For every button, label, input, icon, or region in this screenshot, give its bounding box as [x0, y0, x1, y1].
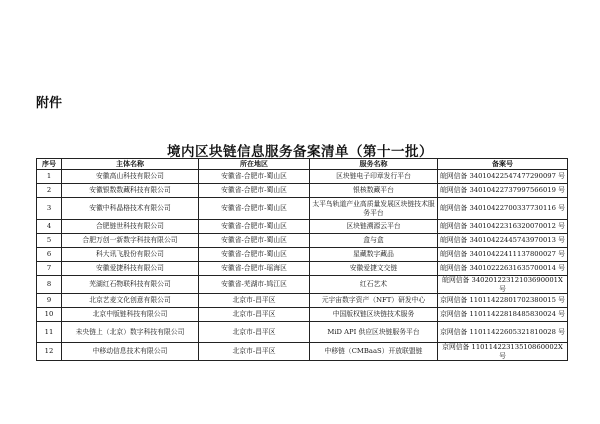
cell-record: 皖网信备 34010422737997566019 号 — [438, 184, 568, 198]
cell-record: 皖网信备 34010222631635700014 号 — [438, 262, 568, 276]
cell-region: 安徽省-合肥市-蜀山区 — [199, 170, 310, 184]
cell-record: 皖网信备 34020122312103690001X 号 — [438, 276, 568, 294]
header-record: 备案号 — [438, 159, 568, 170]
cell-service: MiD API 供应区块链服务平台 — [310, 322, 438, 343]
cell-record: 皖网信备 34010422700337730116 号 — [438, 198, 568, 220]
cell-record: 京网信备 11011422801702380015 号 — [438, 294, 568, 308]
table-row — [37, 322, 568, 343]
cell-no: 8 — [37, 276, 62, 294]
cell-region: 安徽省-合肥市-蜀山区 — [199, 198, 310, 220]
cell-service: 区块链溯源云平台 — [310, 220, 438, 234]
cell-record: 京网信备 11011422313510860002X 号 — [438, 343, 568, 361]
header-service: 服务名称 — [310, 159, 438, 170]
cell-no: 1 — [37, 170, 62, 184]
cell-no: 5 — [37, 234, 62, 248]
table-row — [37, 234, 568, 248]
table-row — [37, 262, 568, 276]
cell-no: 10 — [37, 308, 62, 322]
cell-company: 北京艺麦文化创意有限公司 — [62, 294, 199, 308]
table-row — [37, 248, 568, 262]
cell-record: 皖网信备 34010422411137800027 号 — [438, 248, 568, 262]
cell-region: 北京市-昌平区 — [199, 308, 310, 322]
cell-no: 9 — [37, 294, 62, 308]
cell-region: 北京市-昌平区 — [199, 294, 310, 308]
table-row — [37, 220, 568, 234]
cell-record: 皖网信备 34010422547477290097 号 — [438, 170, 568, 184]
table-row — [37, 294, 568, 308]
cell-service: 中国版权链区块链技术服务 — [310, 308, 438, 322]
cell-no: 3 — [37, 198, 62, 220]
table-row — [37, 170, 568, 184]
cell-region: 安徽省-芜湖市-鸠江区 — [199, 276, 310, 294]
cell-no: 12 — [37, 343, 62, 361]
table-header-row — [37, 159, 568, 170]
table-body — [37, 170, 568, 361]
cell-service: 太平鸟轨道产业高质量发展区块链技术服务平台 — [310, 198, 438, 220]
cell-company: 合肥万创一新数字科技有限公司 — [62, 234, 199, 248]
cell-service: 中移链（CMBaaS）开放联盟链 — [310, 343, 438, 361]
cell-company: 科大讯飞股份有限公司 — [62, 248, 199, 262]
cell-region: 安徽省-合肥市-蜀山区 — [199, 220, 310, 234]
cell-record: 皖网信备 34010422445743970013 号 — [438, 234, 568, 248]
cell-service: 区块链电子印章发行平台 — [310, 170, 438, 184]
cell-company: 未央链上（北京）数字科技有限公司 — [62, 322, 199, 343]
cell-no: 4 — [37, 220, 62, 234]
cell-region: 北京市-昌平区 — [199, 322, 310, 343]
cell-company: 安徽中科晶格技术有限公司 — [62, 198, 199, 220]
cell-company: 安徽爱捷科技有限公司 — [62, 262, 199, 276]
cell-region: 北京市-昌平区 — [199, 343, 310, 361]
cell-region: 安徽省-合肥市-瑶海区 — [199, 262, 310, 276]
table-row — [37, 276, 568, 294]
document-title: 境内区块链信息服务备案清单（第十一批） — [167, 144, 433, 160]
header-company: 主体名称 — [62, 159, 199, 170]
cell-no: 2 — [37, 184, 62, 198]
header-no: 序号 — [37, 159, 62, 170]
cell-company: 中移动信息技术有限公司 — [62, 343, 199, 361]
table-row — [37, 184, 568, 198]
cell-no: 11 — [37, 322, 62, 343]
cell-company: 安徽银数数藏科技有限公司 — [62, 184, 199, 198]
cell-company: 合肥链世科技有限公司 — [62, 220, 199, 234]
registry-table — [36, 158, 568, 361]
cell-record: 京网信备 11011422605321810028 号 — [438, 322, 568, 343]
header-region: 所在地区 — [199, 159, 310, 170]
cell-service: 安徽爱捷文交链 — [310, 262, 438, 276]
cell-no: 6 — [37, 248, 62, 262]
cell-region: 安徽省-合肥市-蜀山区 — [199, 248, 310, 262]
cell-record: 皖网信备 34010422316320070012 号 — [438, 220, 568, 234]
cell-no: 7 — [37, 262, 62, 276]
cell-service: 红石艺术 — [310, 276, 438, 294]
cell-service: 盒与盒 — [310, 234, 438, 248]
table-row — [37, 308, 568, 322]
cell-region: 安徽省-合肥市-蜀山区 — [199, 184, 310, 198]
attachment-label: 附件 — [36, 96, 63, 111]
cell-company: 安徽高山科技有限公司 — [62, 170, 199, 184]
cell-region: 安徽省-合肥市-蜀山区 — [199, 234, 310, 248]
cell-company: 北京中版链科技有限公司 — [62, 308, 199, 322]
cell-record: 京网信备 11011422818485830024 号 — [438, 308, 568, 322]
table-row — [37, 343, 568, 361]
cell-company: 芜湖红石物联科技有限公司 — [62, 276, 199, 294]
cell-service: 银核数藏平台 — [310, 184, 438, 198]
table-row — [37, 198, 568, 220]
cell-service: 星藏数字藏品 — [310, 248, 438, 262]
cell-service: 元宇宙数字资产（NFT）研发中心 — [310, 294, 438, 308]
